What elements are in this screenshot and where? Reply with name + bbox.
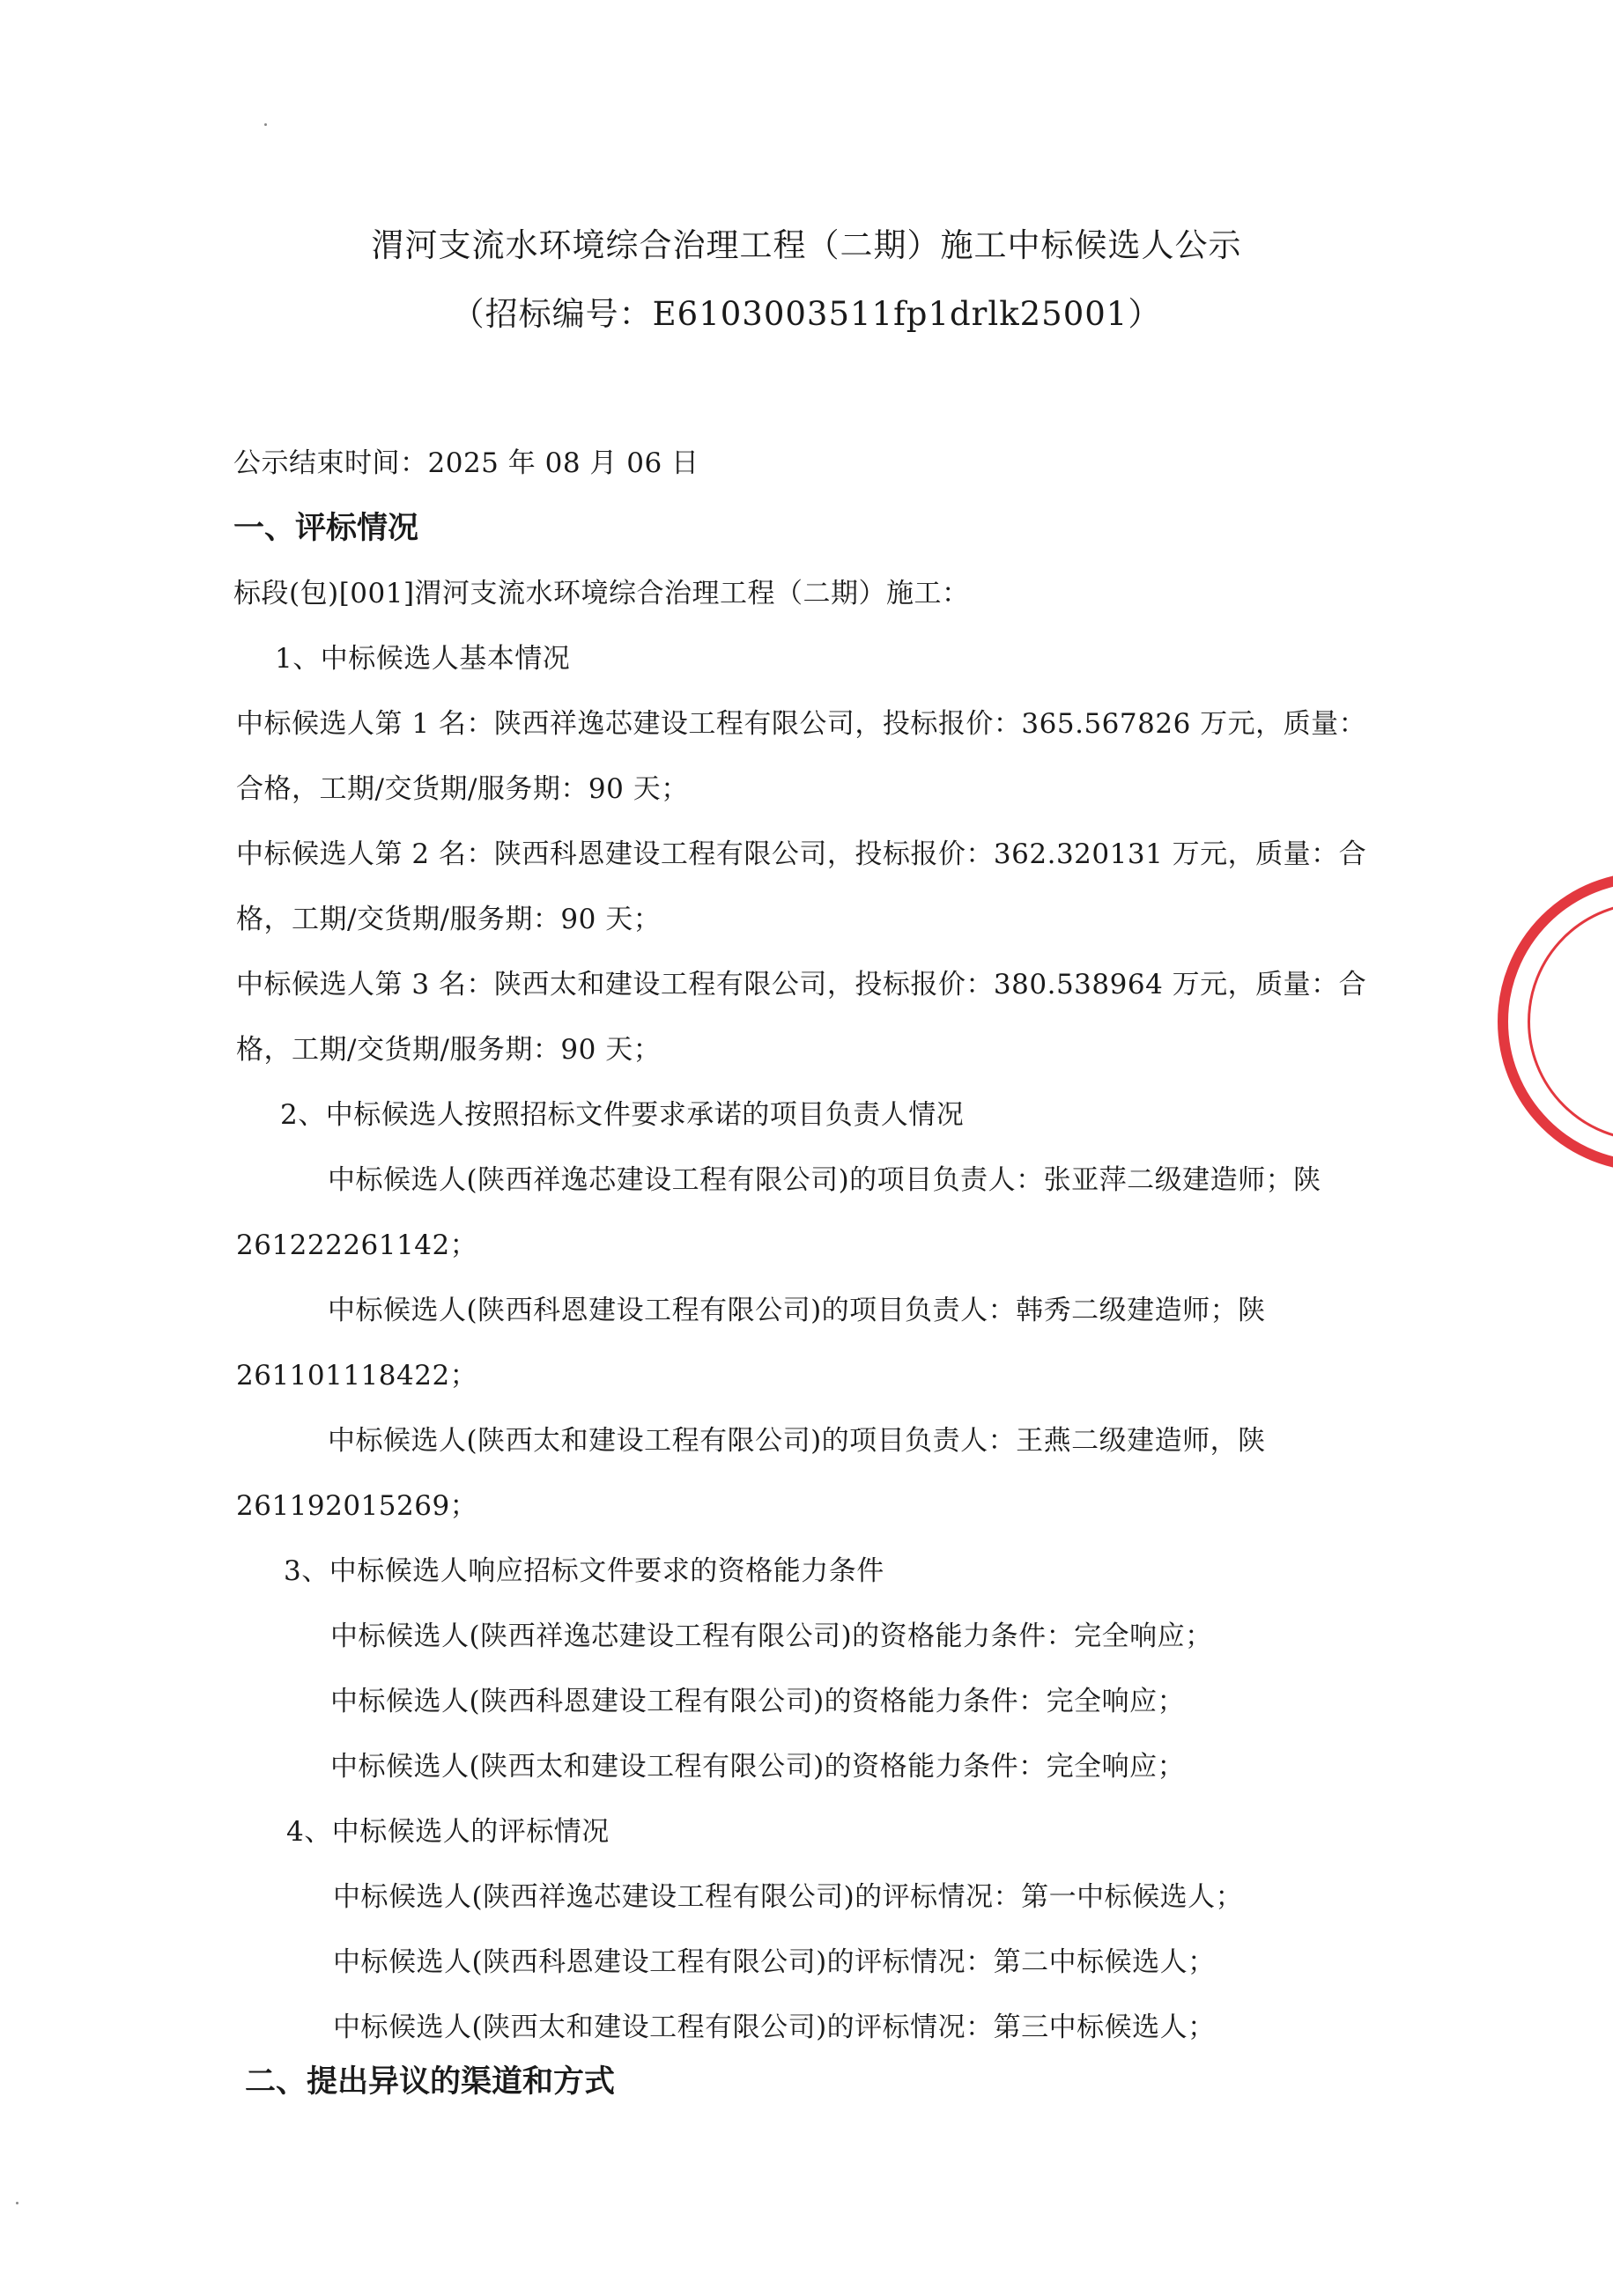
qualification-1: 中标候选人(陕西祥逸芯建设工程有限公司)的资格能力条件：完全响应； [330,1620,1213,1652]
candidate-2-line-2: 格，工期/交货期/服务期：90 天； [236,904,662,935]
candidate-3-line-2: 格，工期/交货期/服务期：90 天； [236,1034,662,1066]
evaluation-result-3: 中标候选人(陕西太和建设工程有限公司)的评标情况：第三中标候选人； [333,2012,1216,2043]
subheading-qualification: 3、中标候选人响应招标文件要求的资格能力条件 [284,1555,884,1587]
project-manager-2-line-1: 中标候选人(陕西科恩建设工程有限公司)的项目负责人：韩秀二级建造师；陕 [328,1295,1266,1326]
candidate-1-line-2: 合格，工期/交货期/服务期：90 天； [236,773,689,805]
qualification-2: 中标候选人(陕西科恩建设工程有限公司)的资格能力条件：完全响应； [330,1686,1186,1717]
candidate-1-line-1: 中标候选人第 1 名：陕西祥逸芯建设工程有限公司，投标报价：365.567826 万元，质量： [236,708,1367,740]
section-heading-objection: 二、提出异议的渠道和方式 [245,2064,616,2100]
publicity-end-time: 公示结束时间：2025 年 08 月 06 日 [233,447,699,479]
project-manager-1-line-1: 中标候选人(陕西祥逸芯建设工程有限公司)的项目负责人：张亚萍二级建造师；陕 [328,1164,1321,1196]
tender-number: （招标编号：E6103003511fp1drlk25001） [451,295,1162,333]
subheading-evaluation-result: 4、中标候选人的评标情况 [286,1816,610,1848]
candidate-2-line-1: 中标候选人第 2 名：陕西科恩建设工程有限公司，投标报价：362.320131 万元，质量：合 [236,838,1367,870]
project-manager-2-line-2: 261101118422； [236,1360,478,1392]
evaluation-result-1: 中标候选人(陕西祥逸芯建设工程有限公司)的评标情况：第一中标候选人； [333,1881,1244,1913]
subheading-project-manager: 2、中标候选人按照招标文件要求承诺的项目负责人情况 [280,1099,965,1131]
qualification-3: 中标候选人(陕西太和建设工程有限公司)的资格能力条件：完全响应； [330,1751,1186,1783]
document-title: 渭河支流水环境综合治理工程（二期）施工中标候选人公示 [371,226,1242,264]
scan-speck [264,123,267,126]
official-seal-icon [1498,872,1613,1171]
project-manager-1-line-2: 261222261142； [236,1229,478,1261]
project-manager-3-line-2: 261192015269； [236,1490,478,1522]
evaluation-result-2: 中标候选人(陕西科恩建设工程有限公司)的评标情况：第二中标候选人； [333,1946,1216,1978]
package-line: 标段(包)[001]渭河支流水环境综合治理工程（二期）施工： [233,578,970,609]
project-manager-3-line-1: 中标候选人(陕西太和建设工程有限公司)的项目负责人：王燕二级建造师，陕 [328,1425,1266,1457]
scan-speck [16,2202,18,2204]
candidate-3-line-1: 中标候选人第 3 名：陕西太和建设工程有限公司，投标报价：380.538964 万元，质量：合 [236,969,1367,1000]
seal-inner-ring [1528,902,1613,1141]
section-heading-evaluation: 一、评标情况 [233,511,419,546]
subheading-basic-info: 1、中标候选人基本情况 [275,643,571,675]
